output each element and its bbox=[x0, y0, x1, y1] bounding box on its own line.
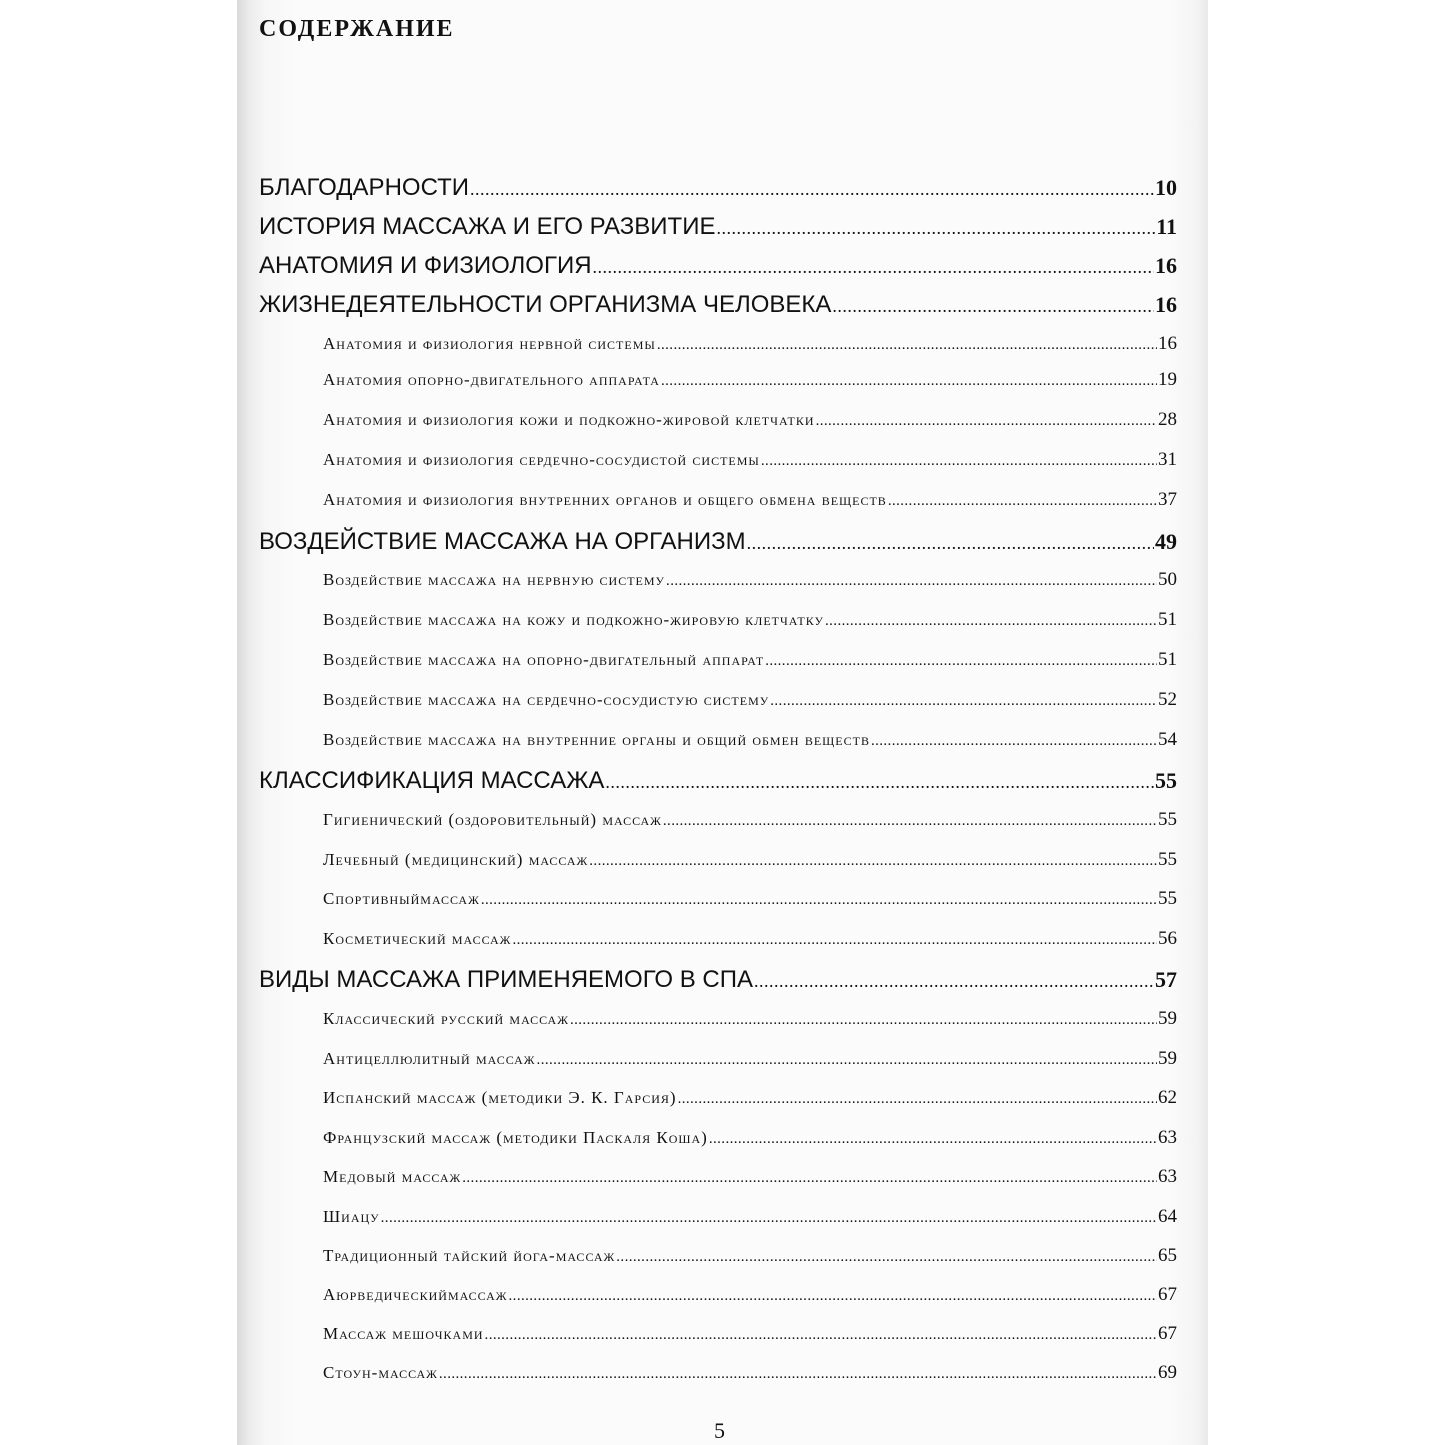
book-page bbox=[237, 0, 1208, 1445]
toc-item bbox=[323, 609, 1177, 631]
toc-heading bbox=[259, 966, 1177, 994]
toc-leader-dots bbox=[709, 1131, 1157, 1148]
toc-leader-dots bbox=[605, 772, 1154, 793]
toc-leader-dots bbox=[761, 453, 1157, 470]
toc-leader-dots bbox=[439, 1366, 1157, 1383]
toc-page-number: 63 bbox=[1158, 1166, 1177, 1187]
toc-leader-dots bbox=[871, 733, 1157, 750]
toc-item bbox=[323, 1087, 1177, 1109]
toc-leader-dots bbox=[770, 693, 1157, 710]
toc-label: Антицеллюлитный массаж bbox=[323, 1049, 536, 1068]
toc-label: Косметический массаж bbox=[323, 929, 512, 948]
toc-label: Анатомия и физиология кожи и подкожно-жировой клетчатки bbox=[323, 410, 815, 429]
toc-page-number: 28 bbox=[1158, 409, 1177, 430]
toc-leader-dots bbox=[888, 493, 1157, 510]
toc-item bbox=[323, 849, 1177, 871]
toc-page-number: 16 bbox=[1155, 292, 1177, 317]
toc-label: Шиацу bbox=[323, 1207, 380, 1226]
toc-page-number: 16 bbox=[1155, 253, 1177, 278]
page-number: 5 bbox=[714, 1418, 725, 1443]
toc-leader-dots bbox=[657, 337, 1157, 354]
toc-label: Аюрведическиймассаж bbox=[323, 1285, 508, 1304]
toc-heading bbox=[259, 528, 1177, 556]
toc-page-number: 49 bbox=[1155, 529, 1177, 554]
toc-item bbox=[323, 569, 1177, 591]
toc-leader-dots bbox=[825, 613, 1157, 630]
toc-label: Гигиенический (оздоровительный) массаж bbox=[323, 810, 662, 829]
toc-page-number: 10 bbox=[1155, 175, 1177, 200]
toc-heading bbox=[259, 291, 1177, 319]
toc-label: Воздействие массажа на опорно-двигательный аппарат bbox=[323, 650, 765, 669]
toc-item bbox=[323, 1048, 1177, 1070]
toc-label: ВОЗДЕЙСТВИЕ МАССАЖА НА ОРГАНИЗМ bbox=[259, 528, 746, 555]
toc-page-number: 65 bbox=[1158, 1245, 1177, 1266]
toc-label: Воздействие массажа на внутренние органы и общий обмен веществ bbox=[323, 730, 870, 749]
toc-page-number: 62 bbox=[1158, 1087, 1177, 1108]
toc-heading bbox=[259, 252, 1177, 280]
toc-label: ЖИЗНЕДЕЯТЕЛЬНОСТИ ОРГАНИЗМА ЧЕЛОВЕКА bbox=[259, 291, 832, 318]
toc-label: КЛАССИФИКАЦИЯ МАССАЖА bbox=[259, 767, 605, 794]
toc-leader-dots bbox=[537, 1052, 1157, 1069]
toc-label: ВИДЫ МАССАЖА ПРИМЕНЯЕМОГО В СПА bbox=[259, 966, 753, 993]
toc-item bbox=[323, 1284, 1177, 1306]
toc-label: Спортивныймассаж bbox=[323, 889, 480, 908]
toc-leader-dots bbox=[485, 1327, 1157, 1344]
toc-page-number: 67 bbox=[1158, 1284, 1177, 1305]
toc-label: Анатомия и физиология внутренних органов и общего обмена веществ bbox=[323, 490, 887, 509]
toc-leader-dots bbox=[512, 932, 1157, 949]
toc-leader-dots bbox=[381, 1210, 1157, 1227]
toc-leader-dots bbox=[470, 179, 1154, 200]
toc-page-number: 19 bbox=[1158, 369, 1177, 390]
toc-page-number: 57 bbox=[1155, 967, 1177, 992]
toc-leader-dots bbox=[661, 373, 1157, 390]
toc-leader-dots bbox=[509, 1288, 1157, 1305]
toc-page-number: 31 bbox=[1158, 449, 1177, 470]
toc-page-number: 51 bbox=[1158, 649, 1177, 670]
toc-item bbox=[323, 1206, 1177, 1228]
toc-leader-dots bbox=[593, 257, 1154, 278]
toc-item bbox=[323, 489, 1177, 511]
toc-page-number: 37 bbox=[1158, 489, 1177, 510]
toc-leader-dots bbox=[678, 1091, 1157, 1108]
toc-item bbox=[323, 369, 1177, 391]
toc-item bbox=[323, 333, 1177, 355]
toc-page-number: 59 bbox=[1158, 1048, 1177, 1069]
toc-item bbox=[323, 809, 1177, 831]
toc-item bbox=[323, 928, 1177, 950]
toc-label: ИСТОРИЯ МАССАЖА И ЕГО РАЗВИТИЕ bbox=[259, 213, 716, 240]
toc-heading bbox=[259, 767, 1177, 795]
toc-page-number: 69 bbox=[1158, 1362, 1177, 1383]
toc-leader-dots bbox=[570, 1012, 1157, 1029]
toc-label: АНАТОМИЯ И ФИЗИОЛОГИЯ bbox=[259, 252, 592, 279]
toc-page-number: 55 bbox=[1158, 849, 1177, 870]
toc-leader-dots bbox=[481, 892, 1157, 909]
toc-leader-dots bbox=[832, 296, 1154, 317]
toc-label: Французский массаж (методики Паскаля Коша) bbox=[323, 1128, 708, 1147]
toc-label: Воздействие массажа на сердечно-сосудистую систему bbox=[323, 690, 770, 709]
toc-label: Испанский массаж (методики Э. К. Гарсия) bbox=[323, 1088, 677, 1107]
toc-page-number: 63 bbox=[1158, 1127, 1177, 1148]
toc-page-number: 59 bbox=[1158, 1008, 1177, 1029]
toc-leader-dots bbox=[589, 853, 1157, 870]
toc-item bbox=[323, 729, 1177, 751]
toc-label: Стоун-массаж bbox=[323, 1363, 438, 1382]
toc-item bbox=[323, 689, 1177, 711]
toc-leader-dots bbox=[666, 573, 1157, 590]
toc-page-number: 11 bbox=[1156, 214, 1177, 239]
toc-label: Анатомия и физиология нервной системы bbox=[323, 334, 656, 353]
toc-heading bbox=[259, 174, 1177, 202]
toc-item bbox=[323, 1323, 1177, 1345]
toc-page-number: 50 bbox=[1158, 569, 1177, 590]
toc-item bbox=[323, 888, 1177, 910]
toc-leader-dots bbox=[716, 218, 1155, 239]
toc-leader-dots bbox=[754, 971, 1154, 992]
toc-page-number: 55 bbox=[1155, 768, 1177, 793]
toc-label: Лечебный (медицинский) массаж bbox=[323, 850, 589, 869]
toc-item bbox=[323, 1245, 1177, 1267]
toc-item bbox=[323, 1362, 1177, 1384]
toc-label: Традиционный тайский йога-массаж bbox=[323, 1246, 616, 1265]
toc-label: Классический русский массаж bbox=[323, 1009, 569, 1028]
contents-title: СОДЕРЖАНИЕ bbox=[259, 16, 455, 42]
toc-page-number: 55 bbox=[1158, 809, 1177, 830]
toc-leader-dots bbox=[616, 1249, 1157, 1266]
toc-page-number: 64 bbox=[1158, 1206, 1177, 1227]
toc-label: Воздействие массажа на нервную систему bbox=[323, 570, 666, 589]
toc-item bbox=[323, 1008, 1177, 1030]
toc-label: Воздействие массажа на кожу и подкожно-жировую клетчатку bbox=[323, 610, 824, 629]
toc-page-number: 54 bbox=[1158, 729, 1177, 750]
toc-page-number: 56 bbox=[1158, 928, 1177, 949]
toc-page-number: 55 bbox=[1158, 888, 1177, 909]
toc-page-number: 16 bbox=[1158, 333, 1177, 354]
toc-leader-dots bbox=[747, 533, 1154, 554]
toc-label: Анатомия опорно-двигательного аппарата bbox=[323, 370, 660, 389]
toc-leader-dots bbox=[462, 1170, 1157, 1187]
toc-label: Массаж мешочками bbox=[323, 1324, 484, 1343]
toc-leader-dots bbox=[765, 653, 1157, 670]
toc-item bbox=[323, 649, 1177, 671]
toc-item bbox=[323, 1166, 1177, 1188]
toc-page-number: 52 bbox=[1158, 689, 1177, 710]
toc-label: БЛАГОДАРНОСТИ bbox=[259, 174, 470, 201]
toc-page-number: 67 bbox=[1158, 1323, 1177, 1344]
toc-label: Анатомия и физиология сердечно-сосудистой системы bbox=[323, 450, 760, 469]
toc-item bbox=[323, 1127, 1177, 1149]
toc-leader-dots bbox=[816, 413, 1157, 430]
toc-label: Медовый массаж bbox=[323, 1167, 462, 1186]
toc-leader-dots bbox=[663, 813, 1157, 830]
toc-item bbox=[323, 449, 1177, 471]
toc-page-number: 51 bbox=[1158, 609, 1177, 630]
toc-heading bbox=[259, 213, 1177, 241]
toc-item bbox=[323, 409, 1177, 431]
